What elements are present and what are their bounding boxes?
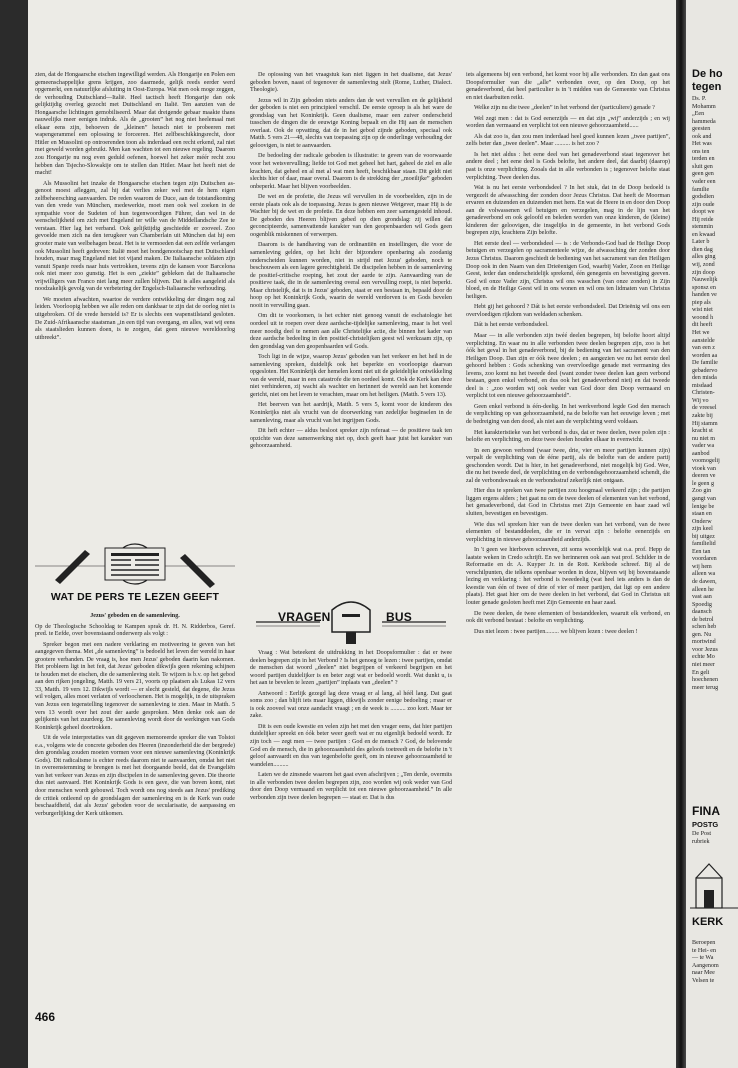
- right-page-line: zakte bij: [692, 412, 713, 419]
- right-heading-4: POSTG: [692, 820, 719, 829]
- right-page-line: hoechenen: [692, 677, 719, 684]
- right-page-line: zijn keel: [692, 526, 713, 533]
- right-heading-3: FINA: [692, 804, 720, 818]
- right-page-line: familielid: [692, 541, 716, 548]
- right-page-line: ons ten: [692, 148, 710, 155]
- press-banner-title: WAT DE PERS TE LEZEN GEEFT: [50, 591, 220, 603]
- right-page-kerk-line: — te Wa: [692, 955, 714, 962]
- right-page-line: En geli: [692, 669, 710, 676]
- right-page-line: gangt van: [692, 495, 716, 502]
- right-page-line: terden en: [692, 156, 715, 163]
- right-page-line: kracht st: [692, 428, 713, 435]
- right-page-line: piep als: [692, 299, 711, 306]
- right-page-line: Wij vo: [692, 397, 709, 404]
- column-3: [466, 72, 670, 639]
- right-page-line: nu niet m: [692, 435, 716, 442]
- right-page-kerk-line: te Hei- en: [692, 947, 717, 954]
- right-page-line: daansch: [692, 609, 712, 616]
- right-page-line: zijn oude: [692, 201, 715, 208]
- col3-para-2: Welke zijn nu die twee „deelen” in het verbond der (particuliere) genade ?: [474, 105, 655, 112]
- right-page-line: Nauwelijk: [692, 277, 718, 284]
- right-page-line: sponsz en: [692, 284, 716, 291]
- vragenbus-para-1: Vraag : Wat beteekent de uitdrukking in het Doopsformulier : dat er twee deelen begrepen zijn in het Verbond ? Is het genoeg te lezen : twee partijen, omdat de menschen dat woord „deelen” niet begrijpen of verkeerd begrijpen en het woord partijen duidelijker is en beter zegt wat er bedoeld wordt. Wat dunkt u, is het aan te bevelen te lezen „partijen” inplaats van „deelen” ?: [250, 650, 452, 687]
- col3-para-10: Maar — in alle verbonden zijn twéé deelen begrepen, bij belofte hoort altijd verplichting. En waar nu in alle verbonden twee deelen begrepen zijn, zoo is het óók het geval in het genadeverbond, bij de bediening van het sacrament van den Heiligen Doop. Dan zijn er óók twee deelen ; en aangezien we nu het eerste deel gehoord hebben : Gods schenking van overvloedige genade met vermaning des levens, zoo komt nu het tweede deel (want zonder twee deelen kan geen verbond bestaan, geen enkel verbond, en dus ook het genadeverbond niet) en dat tweede deel is : „zoo worden wij ook weder van God door den Doop vermaand en verplicht tot een nieuwe gehoorzaamheid”.: [466, 332, 670, 400]
- right-page-line: vader wa: [692, 443, 715, 450]
- col3-para-17: De twee deelen, de twee elementen of bestanddeelen, waaruit elk verbond, en ook dit verbond bestaat : belofte en verplichting.: [466, 610, 670, 625]
- col1-para-1: zien, dat de Hongaarsche eischen ingewilligd werden. Als Hongarije en Polen een gemeenschappelijke grens krijgen, zoo daarmede, gelijk reeds eerder werd opgemerkt, een natuurlijke afsluiting in Oost-Europa. Wat men ook moge zeggen, de verhouding Duitschland—Italië. Heel tactisch heeft Hongarije dan ook gelijktijdig overleg gezocht met Duitschland en Italië. Ten aanzien van de Hongaarsche lichtingen gemobiliseerd. Maar dat dreigende gebaar maakte thans nauwelijks meer eenigen indruk. Als de „grooten” het nog niet heelemaal met elkaar eens zijn, behoeven de „kleinen” heusch niet te probeeren met wapengerammel een oplossing te forceeren. Het zelfbeschikkingsrecht, door Hitler en Mussolini op ontroerenden toon als inderdaad een recht erkend, zal niet met geweld worden gebruikt. Men kan wachten tot een nieuwe regeling. Daarom zou Hongarije nu nog even geduld oefenen, hoewel het zeker méér recht zou hebben dan Tsjecho-Slowakije om te stellen dan Hitler. Maar het heeft niet de macht!: [35, 72, 235, 177]
- col2-para-4: De wet en de profetie, die Jezus wil vervullen in de voorbeelden, zijn in de eerste plaats ook als de toepassing. Jezus is geen nieuwe Wetgever, maar Hij is de Wachter bij de wet en de profetie. En deze hebben een zeer samengesteld inhoud. De geboden des Heeren blijven gebed op dien grondslag: zij willen dat geconcipieerde, samenvattende karakter van den geopenbaarden wil Gods geen oogenblik miskennen of verwerpen.: [250, 194, 452, 238]
- right-page-line: vast aan: [692, 594, 712, 601]
- right-page-line: geen gen: [692, 171, 714, 178]
- right-page-line: lenige be: [692, 503, 715, 510]
- right-page-line: alleen he: [692, 586, 714, 593]
- col3-para-14: Hier dus te spreken van twee partijen zou hoogmaal verkeerd zijn ; die partijen liggen ergens alders ; het gaat nu om de twee deelen of elementen van het verbond, het genadeverbond, dat God in Christus met Zijn Gemeente en haar zaad wil sluiten, bevestigen en bevestigen.: [466, 488, 670, 517]
- right-page-line: vioek van: [692, 465, 716, 472]
- right-page-line: bij uitgez: [692, 533, 715, 540]
- column-2: [250, 72, 452, 587]
- right-page-line: worden aa: [692, 352, 718, 359]
- right-page-line: wist niet: [692, 307, 713, 314]
- right-kerk-illustration: [690, 860, 738, 912]
- article-title: Jezus' geboden en de samenleving.: [90, 613, 180, 619]
- right-page-line: handen ve: [692, 292, 717, 299]
- kerk-drawing: [690, 860, 738, 912]
- col3-para-5: Is het niet aldus : het eene deel van het genadeverbond staat tegenover het andere deel ; het eene deel is Gods belofte, het andere deel, dat daarbij (daarop) past is onze verplichting. Zooals dat in alle verbonden is ; tegenover belofte staat verplichting. Twee deelen dus.: [466, 151, 670, 181]
- right-page-line: Het was: [692, 141, 712, 148]
- col3-para-9: Dát is het eerste verbondsdeel.: [474, 322, 549, 329]
- right-page-line: Een tan: [692, 548, 711, 555]
- right-page-cropped: [686, 0, 738, 1068]
- col3-para-13: In een gewoon verbond (waar twee, drie, vier en meer partijen kunnen zijn) verpalt de verplichting van de ééne partij, als de belofte van de andere partij geschonden wordt. Dat is hier, in het genadeverbond, niet mogelijk bij God. Wee, die nu het tweede deel, de verplichting en de verbondsgehoorzaamheid schendt, die zal de verbondswraak en de verbondsstraf zekerlijk niet ontgaan.: [466, 447, 670, 484]
- col3-para-12: Het karakteristieke van het verbond is dus, dat er twee deelen, twee polen zijn : belofte en verplichting, en deze twee deelen houden elkaar in evenwicht.: [466, 429, 670, 444]
- vragenbus-title-right: BUS: [386, 610, 412, 624]
- page-number: 466: [35, 1010, 56, 1024]
- col1-para-3: We moeten afwachten, waartoe de verdere ontwikkeling der dingen nog zal leiden. Voorloopig hebben we alle reden om dankbaar te zijn dat de oorlog niet is uitgebroken. Of de vrede hersteld is? Er is slechts een wapenstilstand gesloten. De Zuid-Afrikaansche staatsman „in een tijd van overgang, en alles, wat wij eens als staatslieden kunnen doen, is te zorgen, dat geen nieuwe wereldoorlog uitbreekt”.: [35, 296, 235, 341]
- col3-para-16: In 't geen we hierboven schreven, zit soms woordelijk wat o.a. prof. Hepp de laatste weken in Credo schrijft. En we herinneren ook aan wat prof. Schilder in de Reformatie en dr. A. Kuyper Jr. in de Rott. Kerkbode schreef. Bij al de verschilpunten, die telkens openbaar worden in deze, blijven wij bij bovenstaande lezing en verklaring : het verbond is tweedeelig (wat heel iets anders is dan de kwestie van één of twee of drie of vier of meer partijen, dat ligt op een andere plaats). Het gaat hier om de twee deelen in het verbond, dat God in Christus uit louter genade gesloten heeft met Zijn Gemeente en haar zaad.: [466, 547, 670, 606]
- col2-para-9: Dit heft echter — aldus besloot spreker zijn referaat — de positieve taak ten opzichte van deze samenwerking niet op, doch geeft haar juist het karakter van gehoorzaamheid.: [250, 428, 452, 450]
- right-page-line: Ds. P.: [692, 96, 707, 102]
- right-page-line: Spoedig: [692, 601, 712, 608]
- right-page-line: meer terug: [692, 684, 719, 691]
- right-page-line: misdaad: [692, 382, 713, 389]
- article-jezus-geboden: [35, 613, 235, 821]
- right-page-line: ook and: [692, 133, 712, 140]
- right-page-line: de dawen,: [692, 579, 717, 585]
- right-page-line: Zoo gin: [692, 488, 712, 495]
- right-page-line: wij, zond: [692, 262, 715, 269]
- col3-para-8: Hebt gij het gehoord ? Dát is het eerste verbondsdeel. Dat Drieënig wil ons een overvloedigen rijkdom van weldaden schenken.: [466, 304, 670, 318]
- column-1: [35, 72, 235, 345]
- right-page-line: Hij stamm: [692, 420, 718, 427]
- right-heading-1: De ho: [692, 68, 723, 80]
- right-page-line: geesten: [692, 126, 711, 133]
- vragenbus-para-4: Laten we de zinsnede waarom het gaat even afschrijven ; „Ten derde, overmits in alle verbonden twee deelen begrepen zijn, zoo worden wij ook weder van God door den Doop vermaand en verplicht tot een nieuwe gehoorzaamheid.” In alle verbonden zijn twee deelen begrepen — staat er. Dat is dus: [250, 772, 452, 801]
- col3-para-1: iets algemeens bij een verbond, het komt voor bij alle verbonden. En dan gaat ons Doopsformulier van die „alle” verbonden over, op den Doop, op het genadeverbond, dat heel particulier is in 't midden van de Gemeente van Christus en niet daarbuiten reikt.: [466, 72, 670, 101]
- right-page-line: aanstelde: [692, 337, 715, 344]
- right-page-kerk-line: Aangenom: [692, 962, 719, 969]
- right-page-line: schen heb: [692, 624, 717, 631]
- article-para-2: Uit de vele interpretaties van dit gegeven memoreerde spreker die van Tolstoi e.a., volgens wie de concrete geboden des Heeren (inzonderheid die der bergrede) den grondslag zouden moeten vormen voor een nieuwe samenleving (Koninkrijk Gods). Dit radicalisme is echter reeds daarom niet te aanvaarden, omdat het niet in overeenstemming te brengen is met het doorgaande beeld, dat de Evangeliën van het verkeer van Jezus en zijn discipelen in de samenleving geven. Die theorie dus niet aanvaard. Het Koninkrijk Gods is een gave, die van boven komt, niet door menschen wordt gebouwd. Toch wordt ons nog steeds aan Jezus' prediking de critiek ontleend op de grondslagen der samenleving en is de Kerk van oude beschaafdheid, dat als Jezus' geboden voor de secularisatie, de aanpassing en verburgerlijking der Kerk uitkomen.: [35, 735, 235, 817]
- right-page-kerk-line: Velsen te: [692, 977, 715, 984]
- right-page-line: staan en: [692, 511, 712, 518]
- right-page-line: de vreesel: [692, 405, 717, 412]
- right-page-line: familie: [692, 186, 710, 193]
- right-heading-5: KERK: [692, 916, 724, 928]
- right-page-line: en kwaad: [692, 231, 716, 238]
- col2-para-8: Het beerven van het aardrijk, Matth. 5 vers 5, komt voor de kinderen des Koninkrijks niet als vrucht van de doorwerking van zedelijke beginselen in de samenleving, maar als vrucht van het ingrijpen Gods.: [250, 402, 452, 424]
- press-banner-illustration: [35, 540, 235, 592]
- right-page-line: dien dag: [692, 246, 713, 253]
- right-page-line: stemmin: [692, 224, 713, 231]
- right-page-line: mortwind: [692, 639, 716, 646]
- right-page-line: woond h: [692, 314, 714, 321]
- right-page-line: aanbod: [692, 450, 710, 457]
- vragenbus-banner: [250, 592, 452, 646]
- right-page-line: vader een: [692, 179, 716, 186]
- right-page-line: dit heeft: [692, 322, 713, 329]
- col3-para-18: Dus niet lezen : twee partijen......... we blijven lezen : twee deelen !: [474, 628, 638, 635]
- right-page-line: De familie: [692, 360, 718, 367]
- right-page-line: sluit gen: [692, 163, 713, 170]
- right-page-line: deeren ve: [692, 473, 716, 480]
- right-page-kerk-line: Beroepen: [692, 940, 716, 946]
- right-page-line: Later b: [692, 239, 710, 246]
- book-gutter: [676, 0, 686, 1068]
- right-page-text-2: [692, 831, 711, 846]
- right-page-line: van een z: [692, 345, 716, 352]
- right-page-line: de betrol: [692, 616, 714, 623]
- right-page-kerk-line: naar Mee: [692, 970, 715, 977]
- right-page-line: zijn doop: [692, 269, 715, 276]
- right-page-line: niet meer: [692, 662, 715, 669]
- right-page-line: Mohamm: [692, 103, 716, 110]
- right-page-line: doopt we: [692, 209, 715, 216]
- right-page-line: Het we: [692, 329, 710, 336]
- right-page-line: echte Mo: [692, 654, 715, 661]
- right-page-text: [692, 96, 720, 692]
- right-page-text-3: [692, 940, 719, 985]
- vragenbus-text: [250, 650, 452, 805]
- article-para-1: Spreker begon met een nadere verklaring en motiveering te geven van het aangegeven thema. Met „de samenleving” is bedoeld het leven der wereld in haar grootere verbanden. De vraag is, hoe men Jezus' geboden daarin kan nakomen. Het probleem ligt in het feit, dat Jezus' geboden dikwijls geen rekening schijnen te houden met de eischen, die de samenleving stelt. Te wijzen is b.v. op het gebod aan den rijken jongeling, Matth. 19 vers 21, voorts op plaatsen als Lukas 12 vers 33, Matth. 19 vers 12. Dikwijls wordt — er slecht gesteld, dat degene, die Jezus wil volgen, alles moet verlaten of verloochenen. Het is mogelijk, in de uitspraken van Jezus een tegenstelling tegenover de samenleving te zien. Maar in Matth. 5 vers 13 wordt over het zout der aarde gesproken. Men denke ook aan de gelijkenis van het zuurdeeg. De samenleving wordt door de werkingen van Gods Koninkrijk geheel doortrokken.: [35, 641, 235, 731]
- right-page-line: wij hem: [692, 563, 712, 570]
- article-intro: Op de Theologische Schooldag te Kampen sprak dr. H. N. Ridderbos, Geref. pred. te Eefde, over bovenstaand onderwerp als volgt :: [35, 623, 235, 638]
- right-page-post-line: De Post: [692, 831, 712, 837]
- right-page-line: Onderw: [692, 518, 712, 525]
- right-heading-2: tegen: [692, 81, 722, 93]
- right-page-line: alleen wa: [692, 571, 716, 578]
- col3-para-11: Geen enkel verbond is één-deelig. In het werkverbond legde God den mensch de verplichting op van gehoorzaamheid, na de belofte van het eeuwige leven ; met de bedreiging van den dood, als niet aan de verplichting werd voldaan.: [466, 403, 670, 425]
- press-banner: [35, 540, 235, 610]
- col2-para-6: Om dit te voorkomen, is het echter niet genoeg vanuit de eschatologie het oordeel uit te roepen over deze aardsche-tijdelijke samenleving, maar is het veel meer noodig deel te nemen aan alle Christelijke actie, die binnen het kader van deze aardsche bedeeling in den positief-christelijken geest wil werkzaam zijn, op den grondslag van den geopenbaarden wil Gods.: [250, 313, 452, 350]
- right-page-line: voor Jezus: [692, 646, 718, 653]
- right-page-line: voordaren: [692, 556, 717, 563]
- right-page-line: den misda: [692, 375, 717, 382]
- col2-para-2: Jezus wil in Zijn geboden niets anders dan de wet vervullen en de gelijkheid der geboden is niet een principieel verschil. De eerste oproep is als het ware de grondslag van het Koninkrijk. Geen dualisme, maar een zuiver onderscheid tusschen de dingen die de eeuwige Koning bepaalt en die Hij aan de menschen overlaat. Ook de opvatting, dat de in het gebod zijnde geboden, speciaal ook Matth. 5 vers 21—48, slechts van toepassing zijn op de onderlinge verhouding der geloovigen, is niet te aanvaarden.: [250, 97, 452, 149]
- col2-para-5: Daarom is de handhaving van de ordinantiën en instellingen, die voor de samenleving gelden, op het licht der bijzondere openbaring als zoodanig onderscheiden kunnen worden, niet in strijd met Jezus' geboden, noch te beschouwen als een lagere gerechtigheid. De discipelen hebben in de samenleving de positief-critische roeping, het zout der aarde te zijn. Aanvaarding van de positieve taak, die in de samenleving overal een vervulling roept, is niet beperkt. Maar christelijk, dat is in Jezus' geboden, staat er een bestaan in, bepaald door de hoop op het Koninkrijk Gods, waarin de wereld verdorven is en Gods bevelen nooit in vervulling gaan.: [250, 242, 452, 309]
- right-page-line: voomogelij: [692, 458, 720, 465]
- col3-para-3: Wel zegt men : dat is God eenerzijds — en dat zijn „wij” anderzijds ; en wij worden dan vermaand en verplicht tot een nieuwe gehoorzaamheid......: [466, 115, 670, 130]
- right-page-line: alles ging: [692, 254, 716, 261]
- col1-para-2: Als Mussolini het inzake de Hongaarsche eischen tegen zijn Duitschen as-genoot moest afleggen, zal hij dat verlies zeker wel met de hem eigen zelfbeheersching aanvaarden. De reden waarom de Duce, aan de totstandkoming van den vrede van München, medewerkte, moet men ook wel zoeken in de sympathie voor de Sudeten of hun tegenwoordigen Führer, dan wel in de wenschelijkheid om zich met Engeland ter wille van de Middellandsche Zee te verstaan. Hier lag het verband. Ook gelijktijdig geschiedde er zooveel. Zoo gevoelde men zich na den terugkeer van Chamberlain uit München dat hij een grooter mate van welbehagen bezat. Het is te vermoeden dat een zelfde verlangen ook Mussolini heeft gedreven: Italië moet het bondgenootschap met Duitschland houden, maar mag Engeland niet tot vijand maken. De Italiaansche soldaten zijn vanuit Spanje reeds naar huis vertrokken, tevens zijn de kansen voor Barcelona ook niet meer zoo gunstig. Het is een „ziekte” gebleken dat de Italiaansche vrijwilligers van Franco niet lang meer zullen blijven. Dat is alles aangeleid als noodzakelijk gevolg van de verbetering der Engelsch-Italiaansche verhouding.: [35, 180, 235, 293]
- col3-para-7: Het eerste deel — verbondsdeel — is : de Verbonds-God bad de Heilige Doop betuigen en verzegelen op sacramenteele wijze, de afwassching der zonden door Jezus Christus. Daarom geschiedt de bediening van het sacrament van den Heiligen Doop ook in den Naam van den Drieëenigen God, waarbij Vader, Zoon en Heilige Geest, ieder dan onderscheidelijk sprekend, één genegenis en bevestiging geeven. God wil onze Vader zijn, Christus wil ons wasschen (van onze zonden) in Zijn bloed, en de Heilige Geest wil in ons wonen en wil ons ten lidmaten van Christus heiligen.: [466, 240, 670, 300]
- right-page-line: le geen g: [692, 480, 714, 487]
- right-page-line: godsdien: [692, 194, 715, 201]
- vragenbus-para-3: Dit is een oude kwestie en velen zijn het met den vrager eens, dat hier partijen duidelijker spreekt en óók beter weer geeft wat er nu eigenlijk bedoeld wordt. Er zijn toch — zegt men — twee partijen : God en de mensch ? God, de belovende God en de mensch, die in gehoorzaamheid des geloofs toetreedt en de belofte in 't geloof aanvaardt en dus van tegenbelofte geeft, om in nieuwe gehoorzaamheid te wandelen..........: [250, 723, 452, 768]
- vragenbus-para-2: Antwoord : Eerlijk gezegd lag deze vraag er al lang, al héél lang. Dat gaat soms zoo ; dan blijft iets maar liggen, dikwijls zonder eenige bedoeling ; maar er is ook zooveel wat onze aandacht vraagt ; en de week is .......... zoo kort. Maar ter zake.: [250, 690, 452, 720]
- col2-para-3: De bedoeling der radicale geboden is illustratie: te geven van de voorwaarde voor het wetsvervulling; liefde tot God met geheel het hart, gaheel de ziel en alle krachten, dat geheel en al met al wat men heeft, beschikbaar staan. Dit geldt niet slechts hier of daar, maar overal. Daarom is de strekking der „moeilijke” geboden onbeperkt. Maar het blijven voorbeelden.: [250, 153, 452, 190]
- right-page-line: gebadervo: [692, 367, 718, 374]
- col2-para-1: De oplossing van het vraagstuk kan niet liggen in het dualisme, dat Jezus' geboden boven, naast of tegenover de samenleving stelt (Rome, Luther, Dialect. Theologie).: [250, 72, 452, 94]
- right-page-line: Hij reide: [692, 216, 714, 223]
- right-page-post-line: rubriek: [692, 838, 710, 845]
- col3-para-4: Als dat zoo is, dan zou men inderdaad heel goed kunnen lezen „twee partijen”, zelfs beter dan „twee deelen”. Maar .......... is het zoo ?: [466, 133, 670, 148]
- right-page-line: „Een: [692, 111, 705, 118]
- col3-para-6: Wat is nu het eerste verbondsdeel ? In het stuk, dat in de Doop bedoeld is vergezelt de afwassching der zonden door Jezus Christus. Dat heeft de Moorman ervaren en duizenden en duizenden met hem. En wat de Heere in en door den Doop aan de volwassenen wil betuigen en verzegelen, mag in de lijn van het genadeverbond en ook geloofd en beleden worden van onze kinderen, de (kleine) kinderen der geloovigen, die insgelijks in de gemeente, in het verbond Gods begrepen zijn, krachtens Zijn belofte.: [466, 185, 670, 237]
- right-page-line: Christen-: [692, 390, 715, 397]
- right-page-line: gen. Nu: [692, 631, 712, 638]
- right-page-line: hammeda: [692, 118, 716, 125]
- col3-para-15: Wie dus wil spreken hier van de twee deelen van het verbond, van de twee elementen of bestanddeelen, die er in vervat zijn : belofte eenerzijds en verplichting in nieuwe gehoorzaamheid anderzijds.: [466, 521, 670, 543]
- vragenbus-title-left: VRAGEN: [278, 610, 331, 624]
- col2-para-7: Toch ligt in de wijze, waarop Jezus' geboden van het verkeer en het heil in de samenleving spreken, duidelijk ook het beperkte en voorloopige daarvan opgesloten. Het Koninkrijk der hemelen komt niet uit de geleidelijke ontwikkeling van de wereld, maar in een catastrofe die ten oordeel komt. Ook de Kerk kan deze niet verhinderen, zij wacht als wachter en herinnert de wereld aan het komende gericht, niet om het leven te verachten, maar om het heiligen. (Matth. 5 vers 13).: [250, 354, 452, 398]
